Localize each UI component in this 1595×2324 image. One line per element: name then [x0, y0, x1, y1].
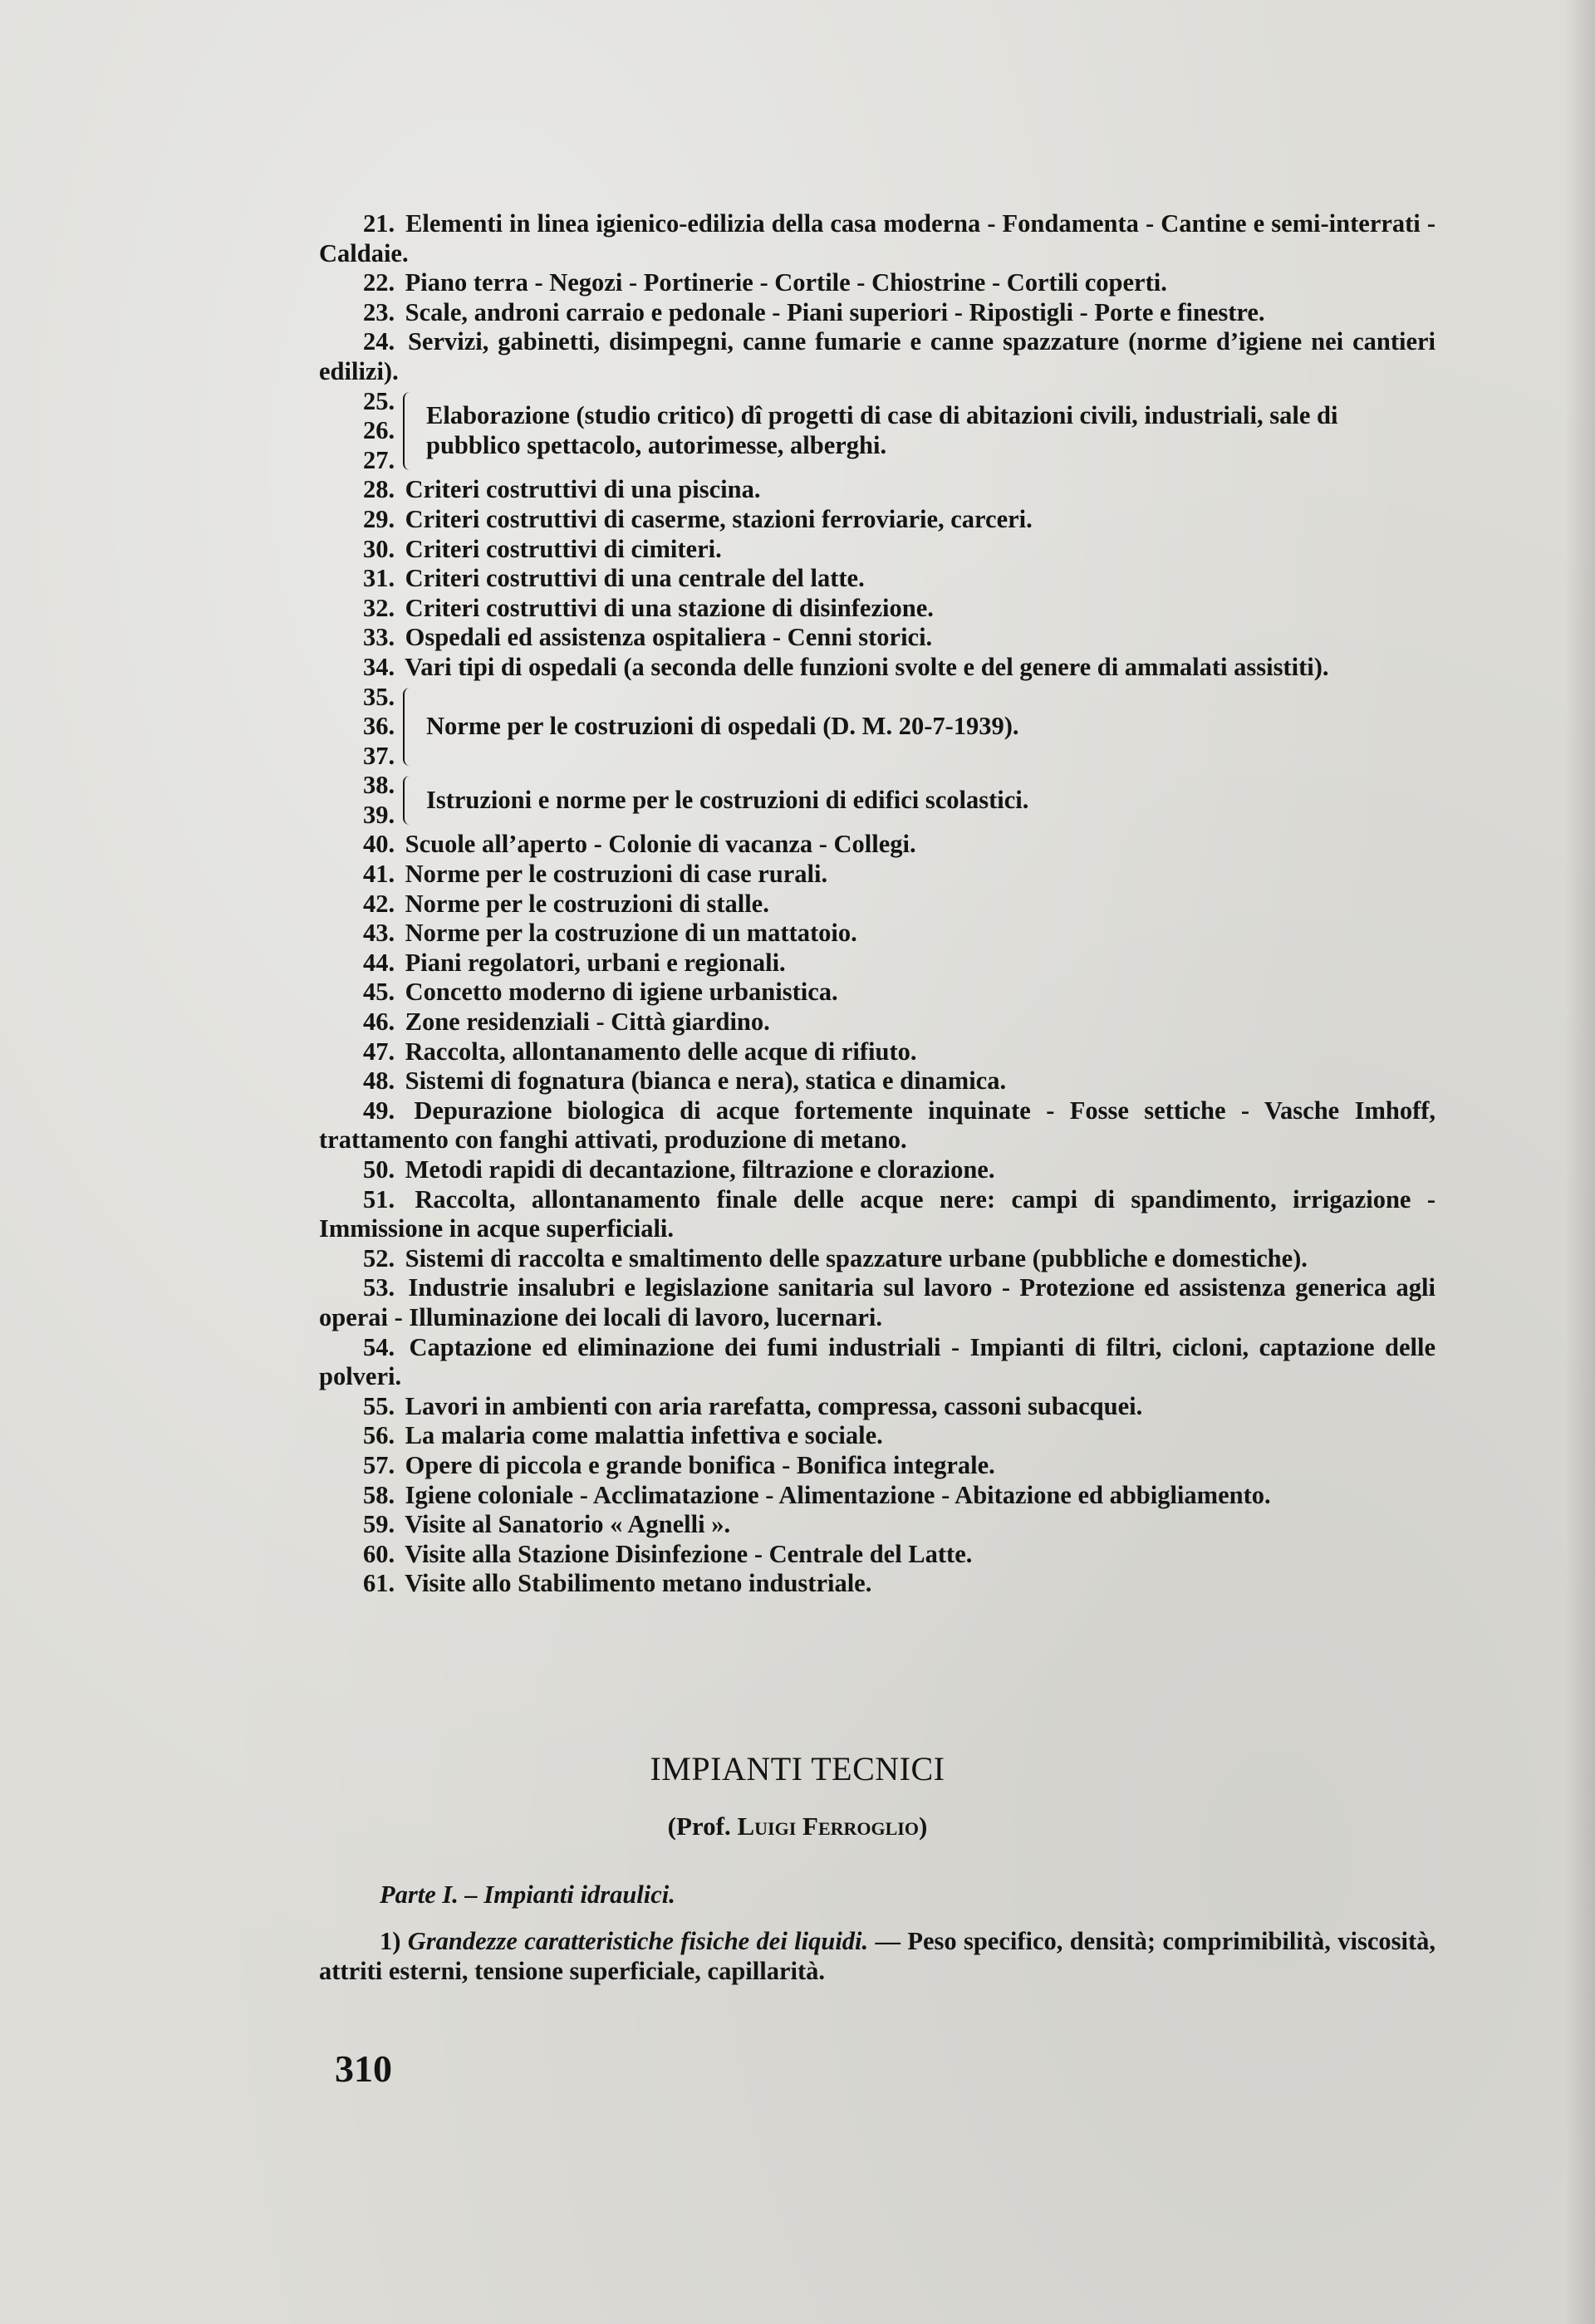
list-item — [319, 1569, 1436, 1599]
item-text: Elementi in linea igienico-edilizia della casa moderna - Fondamenta - Cantine e semi-interrati - Caldaie. — [319, 209, 1436, 267]
item-text: Industrie insalubri e legislazione sanitaria sul lavoro - Protezione ed assistenza generica agli operai - Illuminazione dei locali di lavoro, lucernari. — [319, 1273, 1436, 1331]
item-text: Sistemi di fognatura (bianca e nera), statica e dinamica. — [405, 1066, 1007, 1096]
item-number: 50. — [363, 1155, 395, 1184]
item-number: 35. — [363, 682, 395, 711]
item-text: Scuole all’aperto - Colonie di vacanza - Collegi. — [405, 830, 916, 859]
list-item — [319, 890, 1436, 919]
list-item — [319, 298, 1436, 328]
syllabus-list — [319, 209, 1436, 1599]
list-item — [319, 949, 1436, 978]
page-number: 310 — [335, 2047, 392, 2090]
item-text: Visite al Sanatorio « Agnelli ». — [405, 1510, 731, 1539]
list-item — [319, 505, 1436, 535]
section-title: IMPIANTI TECNICI — [650, 1750, 945, 1787]
item-number: 54. — [363, 1332, 395, 1361]
item-number: 53. — [363, 1273, 395, 1302]
list-section-b — [319, 475, 1436, 682]
item-text: Lavori in ambienti con aria rarefatta, compressa, cassoni subacquei. — [405, 1391, 1143, 1420]
list-item — [319, 1392, 1436, 1422]
item-number: 33. — [363, 623, 395, 652]
list-item — [319, 919, 1436, 949]
brace-icon — [403, 392, 416, 471]
item-number: 38. — [363, 771, 395, 800]
list-item — [319, 860, 1436, 890]
grouped-item-text: Elaborazione (studio critico) dî progetti di case di abitazioni civili, industriali, sale di pubblico spettacolo, autorimesse, alberghi. — [426, 401, 1338, 459]
item-text: Criteri costruttivi di una centrale del latte. — [405, 564, 865, 593]
item-number: 47. — [363, 1037, 395, 1066]
item-text: Visite alla Stazione Disinfezione - Centrale del Latte. — [405, 1539, 973, 1568]
item-number: 58. — [363, 1480, 395, 1509]
item-text: Zone residenziali - Città giardino. — [405, 1008, 770, 1037]
brace-icon — [403, 776, 416, 825]
item-number: 25. — [363, 386, 395, 415]
item-text: La malaria come malattia infettiva e sociale. — [405, 1421, 883, 1450]
author-open: (Prof. — [667, 1812, 738, 1841]
item-number: 30. — [363, 534, 395, 563]
list-item — [319, 1155, 1436, 1185]
item-text: Ospedali ed assistenza ospitaliera - Cenni storici. — [405, 623, 933, 652]
grouped-item-25-27 — [319, 387, 1436, 476]
item-text: Norme per le costruzioni di stalle. — [405, 889, 769, 918]
item-number: 56. — [363, 1421, 395, 1450]
item-text: Piano terra - Negozi - Portinerie - Cortile - Chiostrine - Cortili coperti. — [405, 268, 1167, 297]
item-text: Criteri costruttivi di cimiteri. — [405, 534, 722, 563]
list-item — [319, 1510, 1436, 1540]
list-item — [319, 1066, 1436, 1096]
list-item — [319, 1333, 1436, 1392]
item-number: 57. — [363, 1450, 395, 1479]
item-number: 24. — [363, 327, 395, 356]
item-number: 46. — [363, 1008, 395, 1037]
brace-icon — [403, 688, 416, 767]
list-item — [319, 564, 1436, 594]
item-text: Piani regolatori, urbani e regionali. — [405, 948, 786, 977]
item-text: Visite allo Stabilimento metano industriale. — [405, 1569, 872, 1598]
list-item — [319, 594, 1436, 624]
item-number: 29. — [363, 504, 395, 533]
page-edge-shadow — [1565, 0, 1595, 2324]
item-text: Raccolta, allontanamento finale delle acque nere: campi di spandimento, irrigazione - Immissione in acque superficiali. — [319, 1184, 1436, 1243]
list-item — [319, 1185, 1436, 1244]
item-number: 44. — [363, 948, 395, 977]
list-item — [319, 1244, 1436, 1274]
item-number: 21. — [363, 209, 395, 238]
item-number: 23. — [363, 297, 395, 326]
paragraph-body: — Peso specifico, densità; comprimibilità, viscosità, attriti esterni, tensione superficiale, capillarità. — [319, 1927, 1436, 1985]
section-author — [0, 1812, 1595, 1841]
item-text: Norme per la costruzione di un mattatoio. — [405, 919, 857, 948]
item-text: Depurazione biologica di acque fortemente inquinate - Fosse settiche - Vasche Imhoff, trattamento con fanghi attivati, produzione di metano. — [319, 1096, 1436, 1155]
item-text: Criteri costruttivi di una piscina. — [405, 475, 761, 504]
author-close: ) — [918, 1812, 928, 1841]
item-number: 59. — [363, 1510, 395, 1539]
item-number: 39. — [363, 800, 395, 829]
item-number: 49. — [363, 1096, 395, 1125]
grouped-item-35-37 — [319, 683, 1436, 772]
item-text: Igiene coloniale - Acclimatazione - Alimentazione - Abitazione ed abbigliamento. — [405, 1480, 1271, 1509]
grouped-item-numbers — [363, 683, 403, 772]
item-text: Raccolta, allontanamento delle acque di rifiuto. — [405, 1037, 917, 1066]
list-item — [319, 475, 1436, 505]
item-number: 51. — [363, 1184, 395, 1213]
grouped-item-numbers — [363, 771, 403, 830]
item-number: 37. — [363, 741, 395, 770]
item-number: 43. — [363, 919, 395, 948]
list-item — [319, 830, 1436, 860]
item-number: 27. — [363, 445, 395, 474]
item-number: 55. — [363, 1391, 395, 1420]
item-number: 28. — [363, 475, 395, 504]
paragraph — [319, 1927, 1436, 1986]
item-number: 41. — [363, 860, 395, 889]
item-text: Scale, androni carraio e pedonale - Piani superiori - Ripostigli - Porte e finestre. — [405, 297, 1265, 326]
item-text: Sistemi di raccolta e smaltimento delle spazzature urbane (pubbliche e domestiche). — [405, 1243, 1308, 1272]
list-item — [319, 978, 1436, 1008]
item-text: Norme per le costruzioni di case rurali. — [405, 860, 828, 889]
list-item — [319, 268, 1436, 298]
item-number: 60. — [363, 1539, 395, 1568]
item-number: 34. — [363, 652, 395, 681]
part-heading: Parte I. – Impianti idraulici. — [380, 1880, 675, 1909]
list-item — [319, 1273, 1436, 1332]
list-item — [319, 1008, 1436, 1037]
item-text: Captazione ed eliminazione dei fumi industriali - Impianti di filtri, cicloni, captazione delle polveri. — [319, 1332, 1436, 1391]
list-item — [319, 535, 1436, 565]
list-item — [319, 1540, 1436, 1570]
list-item — [319, 623, 1436, 653]
grouped-item-text: Istruzioni e norme per le costruzioni di edifici scolastici. — [426, 786, 1029, 815]
item-number: 61. — [363, 1569, 395, 1598]
item-number: 26. — [363, 416, 395, 445]
list-item — [319, 1096, 1436, 1155]
item-number: 48. — [363, 1066, 395, 1096]
item-number: 45. — [363, 978, 395, 1007]
grouped-item-text: Norme per le costruzioni di ospedali (D. M. 20-7-1939). — [426, 712, 1019, 741]
grouped-item-numbers — [363, 387, 403, 476]
item-text: Metodi rapidi di decantazione, filtrazione e clorazione. — [405, 1155, 995, 1184]
grouped-item-38-39 — [319, 771, 1436, 830]
list-item — [319, 653, 1436, 683]
item-number: 32. — [363, 593, 395, 622]
item-text: Opere di piccola e grande bonifica - Bonifica integrale. — [405, 1450, 995, 1479]
list-item — [319, 1037, 1436, 1067]
list-section-a — [319, 209, 1436, 387]
item-text: Vari tipi di ospedali (a seconda delle funzioni svolte e del genere di ammalati assistiti). — [405, 652, 1329, 681]
list-item — [319, 1421, 1436, 1451]
paragraph-number: 1) — [380, 1927, 401, 1955]
list-section-c — [319, 830, 1436, 1598]
item-number: 52. — [363, 1243, 395, 1272]
item-number: 31. — [363, 564, 395, 593]
list-item — [319, 1451, 1436, 1481]
item-text: Criteri costruttivi di caserme, stazioni ferroviarie, carceri. — [405, 504, 1033, 533]
author-name: Luigi Ferroglio — [737, 1812, 919, 1841]
item-number: 42. — [363, 889, 395, 918]
item-text: Servizi, gabinetti, disimpegni, canne fumarie e canne spazzature (norme d’igiene nei cantieri edilizi). — [319, 327, 1436, 385]
item-number: 36. — [363, 712, 395, 741]
item-text: Criteri costruttivi di una stazione di disinfezione. — [405, 593, 934, 622]
list-item — [319, 209, 1436, 268]
list-item — [319, 1481, 1436, 1511]
item-number: 22. — [363, 268, 395, 297]
item-number: 40. — [363, 830, 395, 859]
item-text: Concetto moderno di igiene urbanistica. — [405, 978, 838, 1007]
paragraph-heading: Grandezze caratteristiche fisiche dei liquidi. — [407, 1927, 869, 1955]
list-item — [319, 327, 1436, 386]
